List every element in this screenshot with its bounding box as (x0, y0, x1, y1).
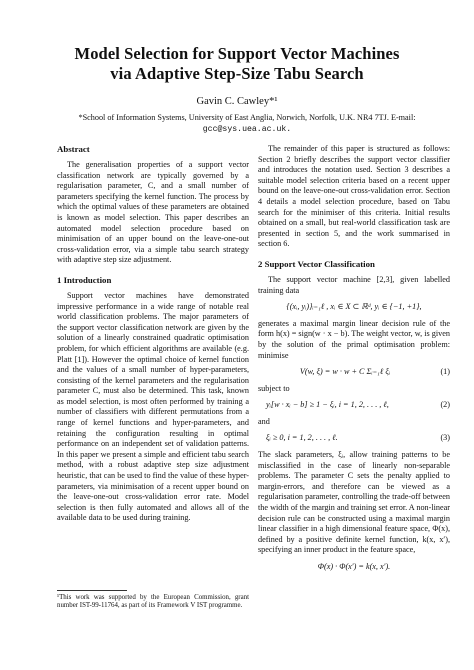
author: Gavin C. Cawley*¹ (196, 96, 278, 107)
paper-title (30, 44, 444, 84)
equation-2-number: (2) (440, 400, 450, 410)
intro-heading: 1 Introduction (57, 274, 112, 285)
and-text: and (258, 416, 270, 426)
title-line-1: Model Selection for Support Vector Machines (74, 44, 400, 63)
footnote-rule (57, 590, 127, 591)
equation-1-body: V(w, ξ) = w · w + C Σᵢ₌₁ℓ ξᵢ (299, 367, 391, 377)
email: gcc@sys.uea.ac.uk. (202, 124, 292, 134)
equation-1-number: (1) (440, 367, 450, 377)
equation-training-data (258, 302, 450, 313)
slack-paragraph: The slack parameters, ξᵢ, allow training patterns to be misclassified in the case of linearly non-separable problems. The parameter C sets the penalty applied to margin-errors, and therefore can be viewed as a regularisation parameter, controlling the trade-off between the width of the margin and training set error. A non-linear decision rule can be constructed using a maximal margin linear classifier in a high dimensional feature space, Φ(x), defined by a positive definite kernel function, k(x, x′), specifying an inner product in the feature space, (258, 450, 450, 555)
footnote: ¹This work was supported by the European Commission, grant number IST-99-11764, as part of its Framework V IST programme. (57, 594, 249, 610)
equation-3-number: (3) (440, 433, 450, 443)
svm-paragraph-2: generates a maximal margin linear decision rule of the form h(x) = sign(w · x − b). The weight vector, w, is given by the solution of the primal optimisation problem: minimise (258, 318, 450, 360)
equation-training-data-body: {(xᵢ, yᵢ)}ᵢ₌₁ℓ , xᵢ ∈ X ⊂ ℝᵈ, yᵢ ∈ {−1, +1}, (286, 302, 422, 312)
remainder-paragraph: The remainder of this paper is structured as follows: Section 2 briefly describes the support vector classifier and introduces the notation used. Section 3 describes a suitable model selection criteria based on a recent upper bound on the leave-one-out cross-validation error. Section 4 details a model selection procedure, based on Tabu search for the minimiser of this criteria. Initial results obtained on a small, but real-world classification task are presented in section 5, and the work summarised in section 6. (258, 144, 450, 249)
equation-2 (258, 400, 450, 411)
affiliation (60, 113, 434, 135)
title-line-2: via Adaptive Step-Size Tabu Search (110, 64, 364, 83)
equation-kernel (258, 562, 450, 573)
abstract-text: The generalisation properties of a support vector classification network are typically governed by a regularisation parameter, C, and a small number of parameters specifying the kernel function. The process by which the optimal values of these parameters are obtained is known as model selection. This paper describes an automated model selection procedure based on minimisation of an upper bound on the leave-one-out cross-validation error, via a simple tabu search strategy with adaptive step size adjustment. (57, 160, 249, 265)
equation-3-body: ξᵢ ≥ 0, i = 1, 2, . . . , ℓ. (266, 433, 338, 443)
intro-paragraph: Support vector machines have demonstrated impressive performance in a wide range of notable real world classification problems. The major parameters of the support vector classification network are given by the solution of a linearly constrained quadratic optimisation problem, for which efficient algorithms are available (e.g. Platt [1]). However the optimal choice of kernel function and the values of a small number of hyper-parameters, consisting of the kernel parameters and the regularisation parameter C, must also be determined. This task, known as model selection, is most often performed by training a number of classifiers with different permutations from a range of kernel functions and hyper-parameters, and retaining the configuration resulting in optimal performance on an independent set of validation patterns. In this paper we present a simple and efficient tabu search method, with a robust adaptive step size adjustment heuristic, that can be used to find the value of these hyper-parameters, via minimisation of a recent upper bound on the leave-one-out cross-validation error rate. Model selection is then fully automated and allows all of the available data to be used during training. (57, 290, 249, 523)
equation-2-body: yᵢ[w · xᵢ − b] ≥ 1 − ξᵢ, i = 1, 2, . . . , ℓ, (266, 400, 389, 410)
left-column (57, 144, 249, 524)
equation-1 (258, 367, 450, 378)
affiliation-text: *School of Information Systems, University of East Anglia, Norwich, Norfolk, U.K. NR4 7TJ. E-mail: (78, 113, 416, 122)
abstract-heading: Abstract (57, 144, 90, 154)
svm-paragraph-1: The support vector machine [2,3], given labelled training data (258, 274, 450, 295)
equation-kernel-body: Φ(x) · Φ(x′) = k(x, x′). (317, 562, 391, 571)
section2-heading: 2 Support Vector Classification (258, 258, 375, 269)
right-column (258, 144, 450, 579)
equation-3 (258, 433, 450, 444)
subject-to-text: subject to (258, 383, 290, 393)
